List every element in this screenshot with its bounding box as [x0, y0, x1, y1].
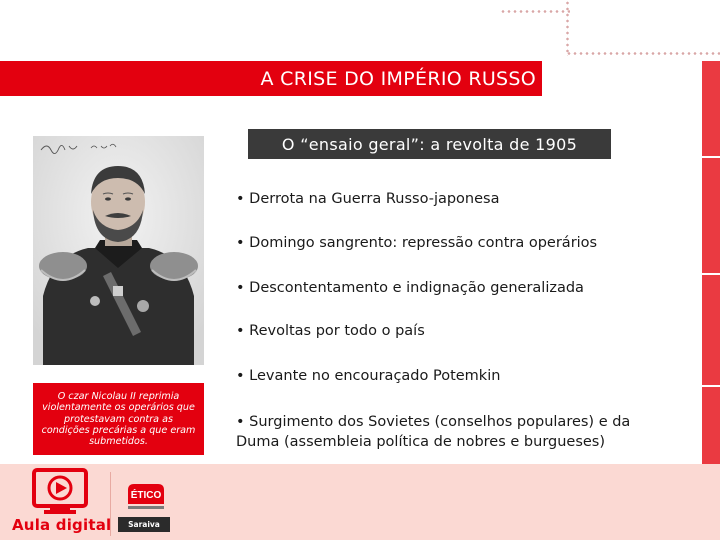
side-stripe	[702, 387, 720, 467]
portrait-photo	[33, 136, 204, 365]
slide-subtitle: O “ensaio geral”: a revolta de 1905	[248, 129, 611, 159]
side-stripe	[702, 61, 720, 156]
side-stripe	[702, 275, 720, 385]
slide-title: A CRISE DO IMPÉRIO RUSSO	[260, 67, 536, 90]
dotted-decoration-top	[500, 10, 570, 13]
dotted-decoration-vertical	[566, 0, 569, 56]
etico-text: ÉTICO	[130, 490, 162, 501]
list-item: • Levante no encouraçado Potemkin	[236, 368, 501, 384]
list-item: • Revoltas por todo o país	[236, 323, 425, 339]
list-item: • Descontentamento e indignação generalizada	[236, 280, 584, 296]
saraiva-logo: Saraiva	[118, 517, 170, 532]
list-item: • Derrota na Guerra Russo-japonesa	[236, 191, 500, 207]
list-item: • Domingo sangrento: repressão contra operários	[236, 235, 598, 251]
side-stripe	[702, 158, 720, 273]
list-item: • Surgimento dos Sovietes (conselhos populares) e da Duma (assembleia política de nobres e burgueses)	[236, 414, 631, 450]
photo-caption: O czar Nicolau II reprimia violentamente os operários que protestavam contra as condições precárias a que eram submetidos.	[33, 383, 204, 455]
aula-digital-label[interactable]: Aula digital	[12, 516, 112, 534]
dotted-decoration-right	[566, 52, 720, 55]
etico-logo	[118, 484, 174, 514]
monitor-play-icon[interactable]	[20, 468, 100, 518]
